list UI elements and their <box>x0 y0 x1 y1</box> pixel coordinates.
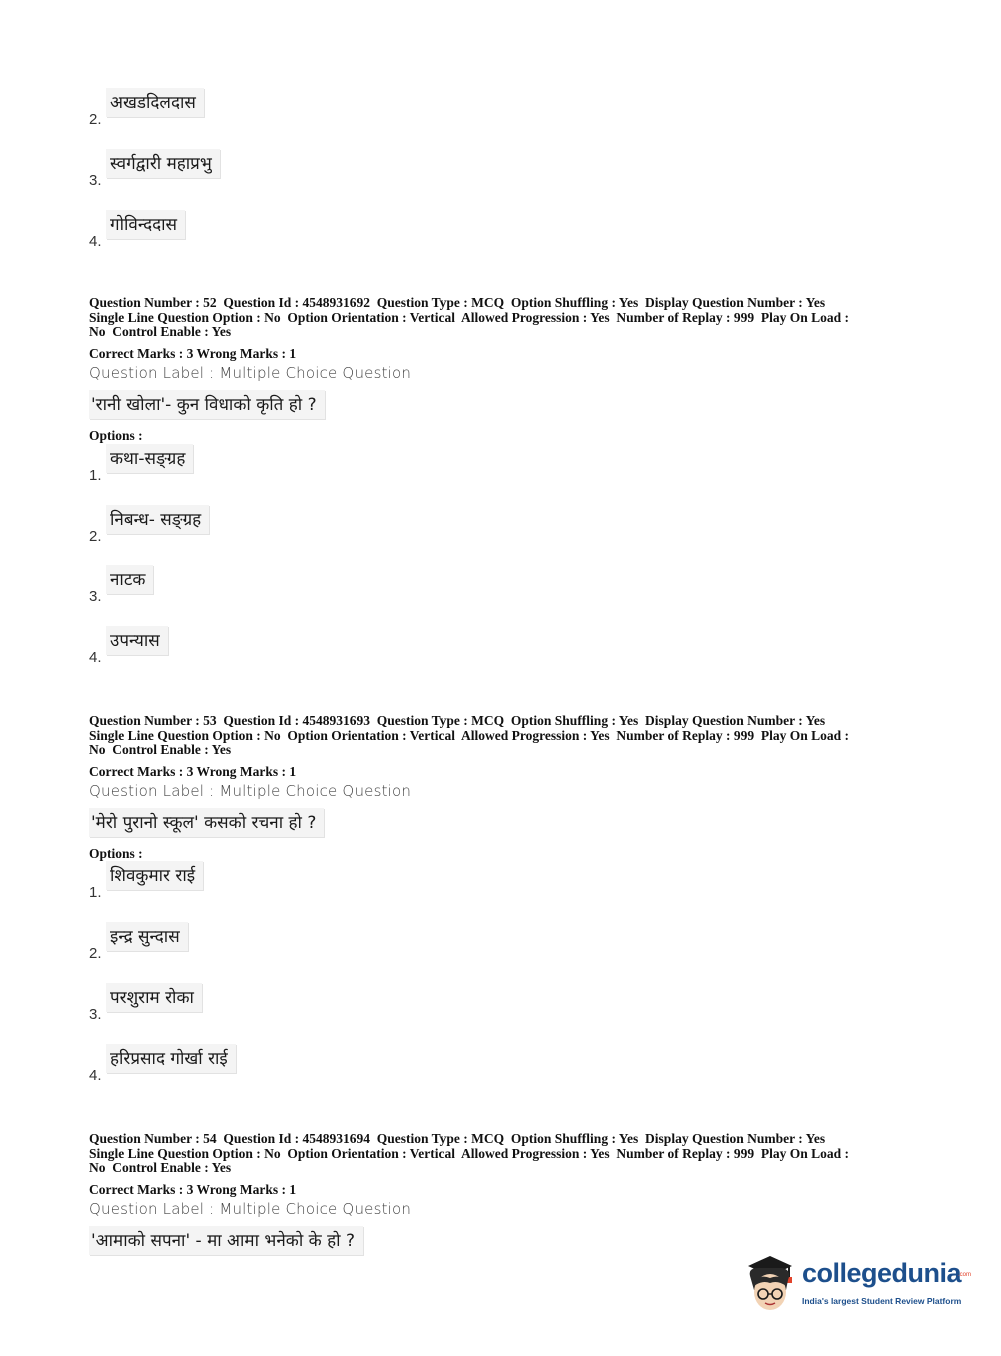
collegedunia-logo[interactable] <box>740 1250 970 1320</box>
option-text: इन्द्र सुन्दास <box>106 922 188 951</box>
question-meta: Question Number : 52 Question Id : 4548931692 Question Type : MCQ Option Shuffling : Yes Display Question Number : Yes Single Line Question Option : No Option Orientation : Vertical Allowed Progression : Yes Number of Replay : 999 Play On Load : No Control Enable : Yes <box>89 295 850 340</box>
option-number: 3. <box>89 588 102 605</box>
question-text: 'आमाको सपना' - मा आमा भनेको के हो ? <box>89 1226 363 1255</box>
q52-option-4 <box>89 626 489 666</box>
options-label: Options : <box>89 428 143 443</box>
brand-domain: .com <box>958 1272 972 1278</box>
question-text: 'मेरो पुरानो स्कूल' कसको रचना हो ? <box>89 808 324 837</box>
option-number: 1. <box>89 884 102 901</box>
option-text: स्वर्गद्वारी महाप्रभु <box>106 149 220 178</box>
q52-option-3 <box>89 565 489 605</box>
q53-option-2 <box>89 922 489 962</box>
option-number: 3. <box>89 172 102 189</box>
question-meta: Question Number : 54 Question Id : 4548931694 Question Type : MCQ Option Shuffling : Yes Display Question Number : Yes Single Line Question Option : No Option Orientation : Vertical Allowed Progression : Yes Number of Replay : 999 Play On Load : No Control Enable : Yes <box>89 1131 850 1176</box>
question-marks: Correct Marks : 3 Wrong Marks : 1 <box>89 345 297 361</box>
question-marks: Correct Marks : 3 Wrong Marks : 1 <box>89 763 297 779</box>
brand-name: collegedunia <box>802 1258 962 1288</box>
q53-option-1 <box>89 861 489 901</box>
option-text: हरिप्रसाद गोर्खा राई <box>106 1044 236 1073</box>
question-53 <box>89 714 919 837</box>
options-label: Options : <box>89 846 143 861</box>
mascot-icon <box>740 1250 802 1320</box>
question-label: Question Label : Multiple Choice Question <box>89 363 412 382</box>
option-number: 4. <box>89 649 102 666</box>
option-number: 4. <box>89 1067 102 1084</box>
option-text: निबन्ध- सङ्ग्रह <box>106 505 209 534</box>
option-number: 2. <box>89 945 102 962</box>
prev-option-2 <box>89 88 489 128</box>
question-label: Question Label : Multiple Choice Question <box>89 1199 412 1218</box>
question-marks: Correct Marks : 3 Wrong Marks : 1 <box>89 1181 297 1197</box>
option-text: अखडदिलदास <box>106 88 204 117</box>
option-text: परशुराम रोका <box>106 983 202 1012</box>
option-number: 2. <box>89 111 102 128</box>
option-number: 1. <box>89 467 102 484</box>
q52-option-2 <box>89 505 489 545</box>
question-text: 'रानी खोला'- कुन विधाको कृति हो ? <box>89 390 325 419</box>
option-text: कथा-सङ्ग्रह <box>106 444 193 473</box>
question-meta: Question Number : 53 Question Id : 4548931693 Question Type : MCQ Option Shuffling : Yes Display Question Number : Yes Single Line Question Option : No Option Orientation : Vertical Allowed Progression : Yes Number of Replay : 999 Play On Load : No Control Enable : Yes <box>89 713 850 758</box>
q53-option-3 <box>89 983 489 1023</box>
option-text: नाटक <box>106 565 153 594</box>
option-number: 3. <box>89 1006 102 1023</box>
option-text: उपन्यास <box>106 626 168 655</box>
option-number: 2. <box>89 528 102 545</box>
option-text: गोविन्ददास <box>106 210 185 239</box>
question-54 <box>89 1132 919 1255</box>
q53-option-4 <box>89 1044 489 1084</box>
prev-option-3 <box>89 149 489 189</box>
brand-tagline: India's largest Student Review Platform <box>802 1296 962 1306</box>
question-52 <box>89 296 919 419</box>
q52-option-1 <box>89 444 489 484</box>
option-number: 4. <box>89 233 102 250</box>
question-label: Question Label : Multiple Choice Question <box>89 781 412 800</box>
option-text: शिवकुमार राई <box>106 861 203 890</box>
prev-option-4 <box>89 210 489 250</box>
